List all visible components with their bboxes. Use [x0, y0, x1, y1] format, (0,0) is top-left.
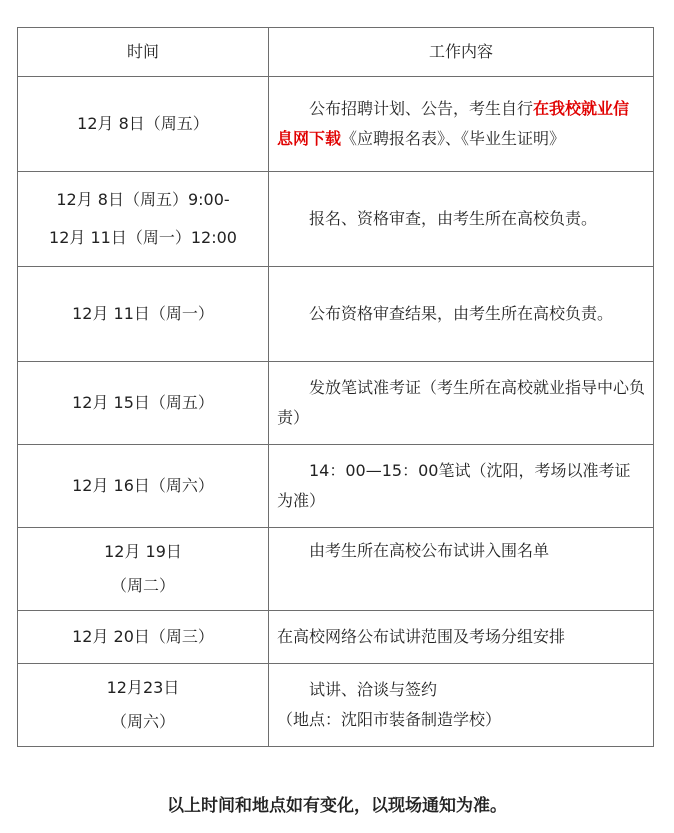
time-cell	[18, 267, 269, 362]
content-text: 报名、资格审查，由考生所在高校负责。	[309, 209, 598, 228]
content-text: 试讲、洽谈与签约	[309, 680, 438, 699]
content-cell	[269, 528, 654, 611]
time-cell	[18, 528, 269, 611]
content-location: （地点：沈阳市装备制造学校）	[277, 710, 502, 729]
content-cell	[269, 77, 654, 172]
table-row	[18, 362, 654, 445]
content-text: 14：00—15：00笔试（沈阳，考场以准考证为准）	[277, 461, 631, 510]
time-line: 12月 16日（周六）	[72, 476, 214, 495]
content-text: 由考生所在高校公布试讲入围名单	[309, 541, 550, 560]
table-row	[18, 445, 654, 528]
content-cell	[269, 362, 654, 445]
time-line: 12月23日	[106, 678, 180, 697]
time-cell	[18, 664, 269, 747]
table-row	[18, 267, 654, 362]
time-line: （周六）	[110, 712, 175, 731]
schedule-table	[17, 27, 654, 747]
time-cell	[18, 611, 269, 664]
time-line: 12月 19日	[104, 542, 182, 561]
header-time: 时间	[18, 28, 269, 77]
time-cell	[18, 362, 269, 445]
time-cell	[18, 172, 269, 267]
time-line: 12月 20日（周三）	[72, 627, 214, 646]
content-cell	[269, 172, 654, 267]
table-row	[18, 77, 654, 172]
header-content: 工作内容	[269, 28, 654, 77]
download-highlight: 在我校就业信息网下载	[277, 99, 630, 148]
footer-note: 以上时间和地点如有变化，以现场通知为准。	[167, 796, 507, 816]
content-cell	[269, 664, 654, 747]
content-text: 发放笔试准考证（考生所在高校就业指导中心负责）	[277, 378, 646, 427]
content-text: 公布资格审查结果，由考生所在高校负责。	[309, 304, 614, 323]
time-line: 12月 11日（周一）12:00	[49, 228, 237, 247]
time-line: 12月 15日（周五）	[72, 393, 214, 412]
time-line: 12月 8日（周五）9:00-	[56, 190, 230, 209]
table-row	[18, 528, 654, 611]
time-line: 12月 11日（周一）	[72, 304, 214, 323]
content-cell	[269, 267, 654, 362]
table-row	[18, 172, 654, 267]
content-cell	[269, 445, 654, 528]
content-cell	[269, 611, 654, 664]
time-cell	[18, 445, 269, 528]
time-line: 12月 8日（周五）	[77, 114, 209, 133]
table-row	[18, 664, 654, 747]
content-text: 公布招聘计划、公告，考生自行	[309, 99, 534, 118]
time-line: （周二）	[110, 576, 175, 595]
table-row	[18, 611, 654, 664]
time-cell	[18, 77, 269, 172]
content-text: 在高校网络公布试讲范围及考场分组安排	[277, 627, 566, 646]
content-text-tail: 《应聘报名表》、《毕业生证明》	[341, 129, 566, 148]
table-header-row	[18, 28, 654, 77]
